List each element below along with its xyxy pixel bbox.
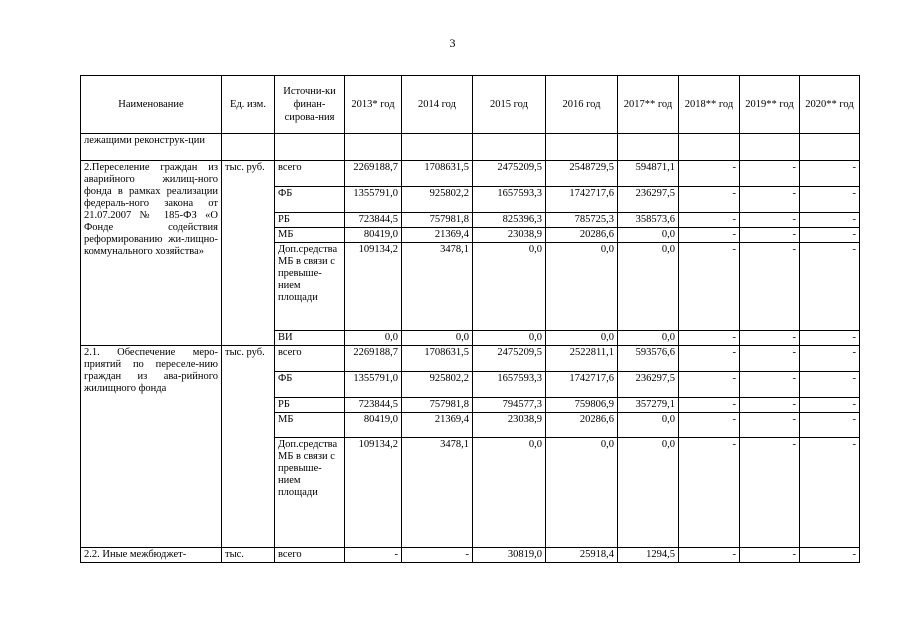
value-cell: -: [345, 548, 402, 563]
header-year: 2016 год: [546, 76, 618, 134]
value-cell: 2522811,1: [546, 346, 618, 372]
value-cell: 757981,8: [402, 213, 473, 228]
source-cell: РБ: [275, 398, 345, 413]
value-cell: -: [679, 228, 740, 243]
value-cell: 1294,5: [618, 548, 679, 563]
value-cell: -: [679, 413, 740, 438]
value-cell: 0,0: [618, 243, 679, 331]
header-unit: Ед. изм.: [222, 76, 275, 134]
header-row: [81, 76, 860, 134]
value-cell: 30819,0: [473, 548, 546, 563]
value-cell: 0,0: [618, 413, 679, 438]
value-cell: 925802,2: [402, 372, 473, 398]
value-cell: -: [740, 213, 800, 228]
value-cell: 20286,6: [546, 413, 618, 438]
unit-cell: тыс.: [222, 548, 275, 563]
value-cell: -: [402, 548, 473, 563]
value-cell: 0,0: [618, 438, 679, 548]
value-cell: 1742717,6: [546, 187, 618, 213]
value-cell: 23038,9: [473, 228, 546, 243]
source-cell: Доп.средства МБ в связи с превыше-нием площади: [275, 438, 345, 548]
value-cell: 757981,8: [402, 398, 473, 413]
value-cell: 0,0: [402, 331, 473, 346]
page-number: 3: [449, 36, 456, 50]
value-cell: -: [740, 438, 800, 548]
value-cell: 3478,1: [402, 438, 473, 548]
source-cell: всего: [275, 346, 345, 372]
value-cell: -: [679, 346, 740, 372]
header-year: 2018** год: [679, 76, 740, 134]
value-cell: 3478,1: [402, 243, 473, 331]
row-name: 2.2. Иные межбюджет-: [81, 548, 222, 563]
value-cell: -: [740, 346, 800, 372]
value-cell: -: [800, 243, 860, 331]
value-cell: -: [740, 161, 800, 187]
value-cell: 0,0: [546, 438, 618, 548]
value-cell: 723844,5: [345, 398, 402, 413]
value-cell: -: [800, 213, 860, 228]
value-cell: -: [740, 398, 800, 413]
value-cell: 1355791,0: [345, 372, 402, 398]
value-cell: -: [800, 548, 860, 563]
value-cell: 20286,6: [546, 228, 618, 243]
value-cell: 1657593,3: [473, 187, 546, 213]
unit-cell: тыс. руб.: [222, 161, 275, 346]
source-cell: всего: [275, 548, 345, 563]
value-cell: -: [800, 331, 860, 346]
value-cell: 2269188,7: [345, 346, 402, 372]
value-cell: 759806,9: [546, 398, 618, 413]
header-year: 2020** год: [800, 76, 860, 134]
value-cell: -: [679, 438, 740, 548]
section-2-2: [81, 548, 860, 563]
value-cell: -: [679, 161, 740, 187]
value-cell: 0,0: [546, 331, 618, 346]
row-name: 2.Переселение граждан из аварийного жилищ-ного фонда в рамках реализации федераль-ного закона от 21.07.2007 № 185-ФЗ «О Фонде содействия реформированию жи-лищно-коммунального хозяйства»: [81, 161, 222, 346]
value-cell: 2475209,5: [473, 346, 546, 372]
header-year: 2019** год: [740, 76, 800, 134]
header-year: 2015 год: [473, 76, 546, 134]
value-cell: -: [679, 398, 740, 413]
row-name: лежащими реконструк-ции: [81, 134, 222, 161]
budget-table: [80, 75, 860, 563]
value-cell: -: [800, 438, 860, 548]
value-cell: 21369,4: [402, 228, 473, 243]
value-cell: 80419,0: [345, 228, 402, 243]
value-cell: 0,0: [473, 438, 546, 548]
value-cell: 0,0: [618, 331, 679, 346]
value-cell: -: [740, 187, 800, 213]
unit-cell: тыс. руб.: [222, 346, 275, 548]
continuation-row: [81, 134, 860, 161]
value-cell: 593576,6: [618, 346, 679, 372]
value-cell: 109134,2: [345, 243, 402, 331]
source-cell: Доп.средства МБ в связи с превыше-нием площади: [275, 243, 345, 331]
value-cell: 0,0: [473, 243, 546, 331]
value-cell: 80419,0: [345, 413, 402, 438]
value-cell: -: [800, 161, 860, 187]
value-cell: -: [740, 372, 800, 398]
table-row: [81, 161, 860, 187]
value-cell: 358573,6: [618, 213, 679, 228]
header-year: 2013* год: [345, 76, 402, 134]
value-cell: 785725,3: [546, 213, 618, 228]
value-cell: 23038,9: [473, 413, 546, 438]
value-cell: 1355791,0: [345, 187, 402, 213]
value-cell: 109134,2: [345, 438, 402, 548]
value-cell: 0,0: [546, 243, 618, 331]
header-source: Источни-ки финан-сирова-ния: [275, 76, 345, 134]
value-cell: 825396,3: [473, 213, 546, 228]
header-year: 2017** год: [618, 76, 679, 134]
row-name: 2.1. Обеспечение меро-приятий по переселе-нию граждан из ава-рийного жилищного фонда: [81, 346, 222, 548]
value-cell: -: [679, 243, 740, 331]
header-year: 2014 год: [402, 76, 473, 134]
value-cell: 1742717,6: [546, 372, 618, 398]
value-cell: 1708631,5: [402, 346, 473, 372]
value-cell: -: [800, 187, 860, 213]
source-cell: ФБ: [275, 372, 345, 398]
value-cell: -: [800, 228, 860, 243]
header-name: Наименование: [81, 76, 222, 134]
value-cell: -: [679, 187, 740, 213]
source-cell: МБ: [275, 228, 345, 243]
value-cell: -: [679, 331, 740, 346]
value-cell: -: [740, 331, 800, 346]
value-cell: 2269188,7: [345, 161, 402, 187]
value-cell: -: [800, 346, 860, 372]
value-cell: 21369,4: [402, 413, 473, 438]
value-cell: 236297,5: [618, 372, 679, 398]
value-cell: 1657593,3: [473, 372, 546, 398]
value-cell: -: [800, 398, 860, 413]
value-cell: 2475209,5: [473, 161, 546, 187]
value-cell: -: [679, 372, 740, 398]
source-cell: МБ: [275, 413, 345, 438]
value-cell: 0,0: [473, 331, 546, 346]
value-cell: -: [740, 228, 800, 243]
value-cell: 723844,5: [345, 213, 402, 228]
value-cell: -: [800, 372, 860, 398]
section-2: [81, 161, 860, 346]
value-cell: 236297,5: [618, 187, 679, 213]
table-row: [81, 346, 860, 372]
value-cell: 925802,2: [402, 187, 473, 213]
value-cell: -: [740, 548, 800, 563]
value-cell: 2548729,5: [546, 161, 618, 187]
source-cell: всего: [275, 161, 345, 187]
value-cell: -: [679, 548, 740, 563]
source-cell: ФБ: [275, 187, 345, 213]
source-cell: РБ: [275, 213, 345, 228]
value-cell: 794577,3: [473, 398, 546, 413]
value-cell: -: [740, 413, 800, 438]
value-cell: 0,0: [618, 228, 679, 243]
value-cell: 357279,1: [618, 398, 679, 413]
value-cell: -: [740, 243, 800, 331]
value-cell: 0,0: [345, 331, 402, 346]
value-cell: 25918,4: [546, 548, 618, 563]
table-row: [81, 548, 860, 563]
value-cell: 594871,1: [618, 161, 679, 187]
value-cell: -: [800, 413, 860, 438]
section-2-1: [81, 346, 860, 548]
source-cell: ВИ: [275, 331, 345, 346]
value-cell: -: [679, 213, 740, 228]
value-cell: 1708631,5: [402, 161, 473, 187]
